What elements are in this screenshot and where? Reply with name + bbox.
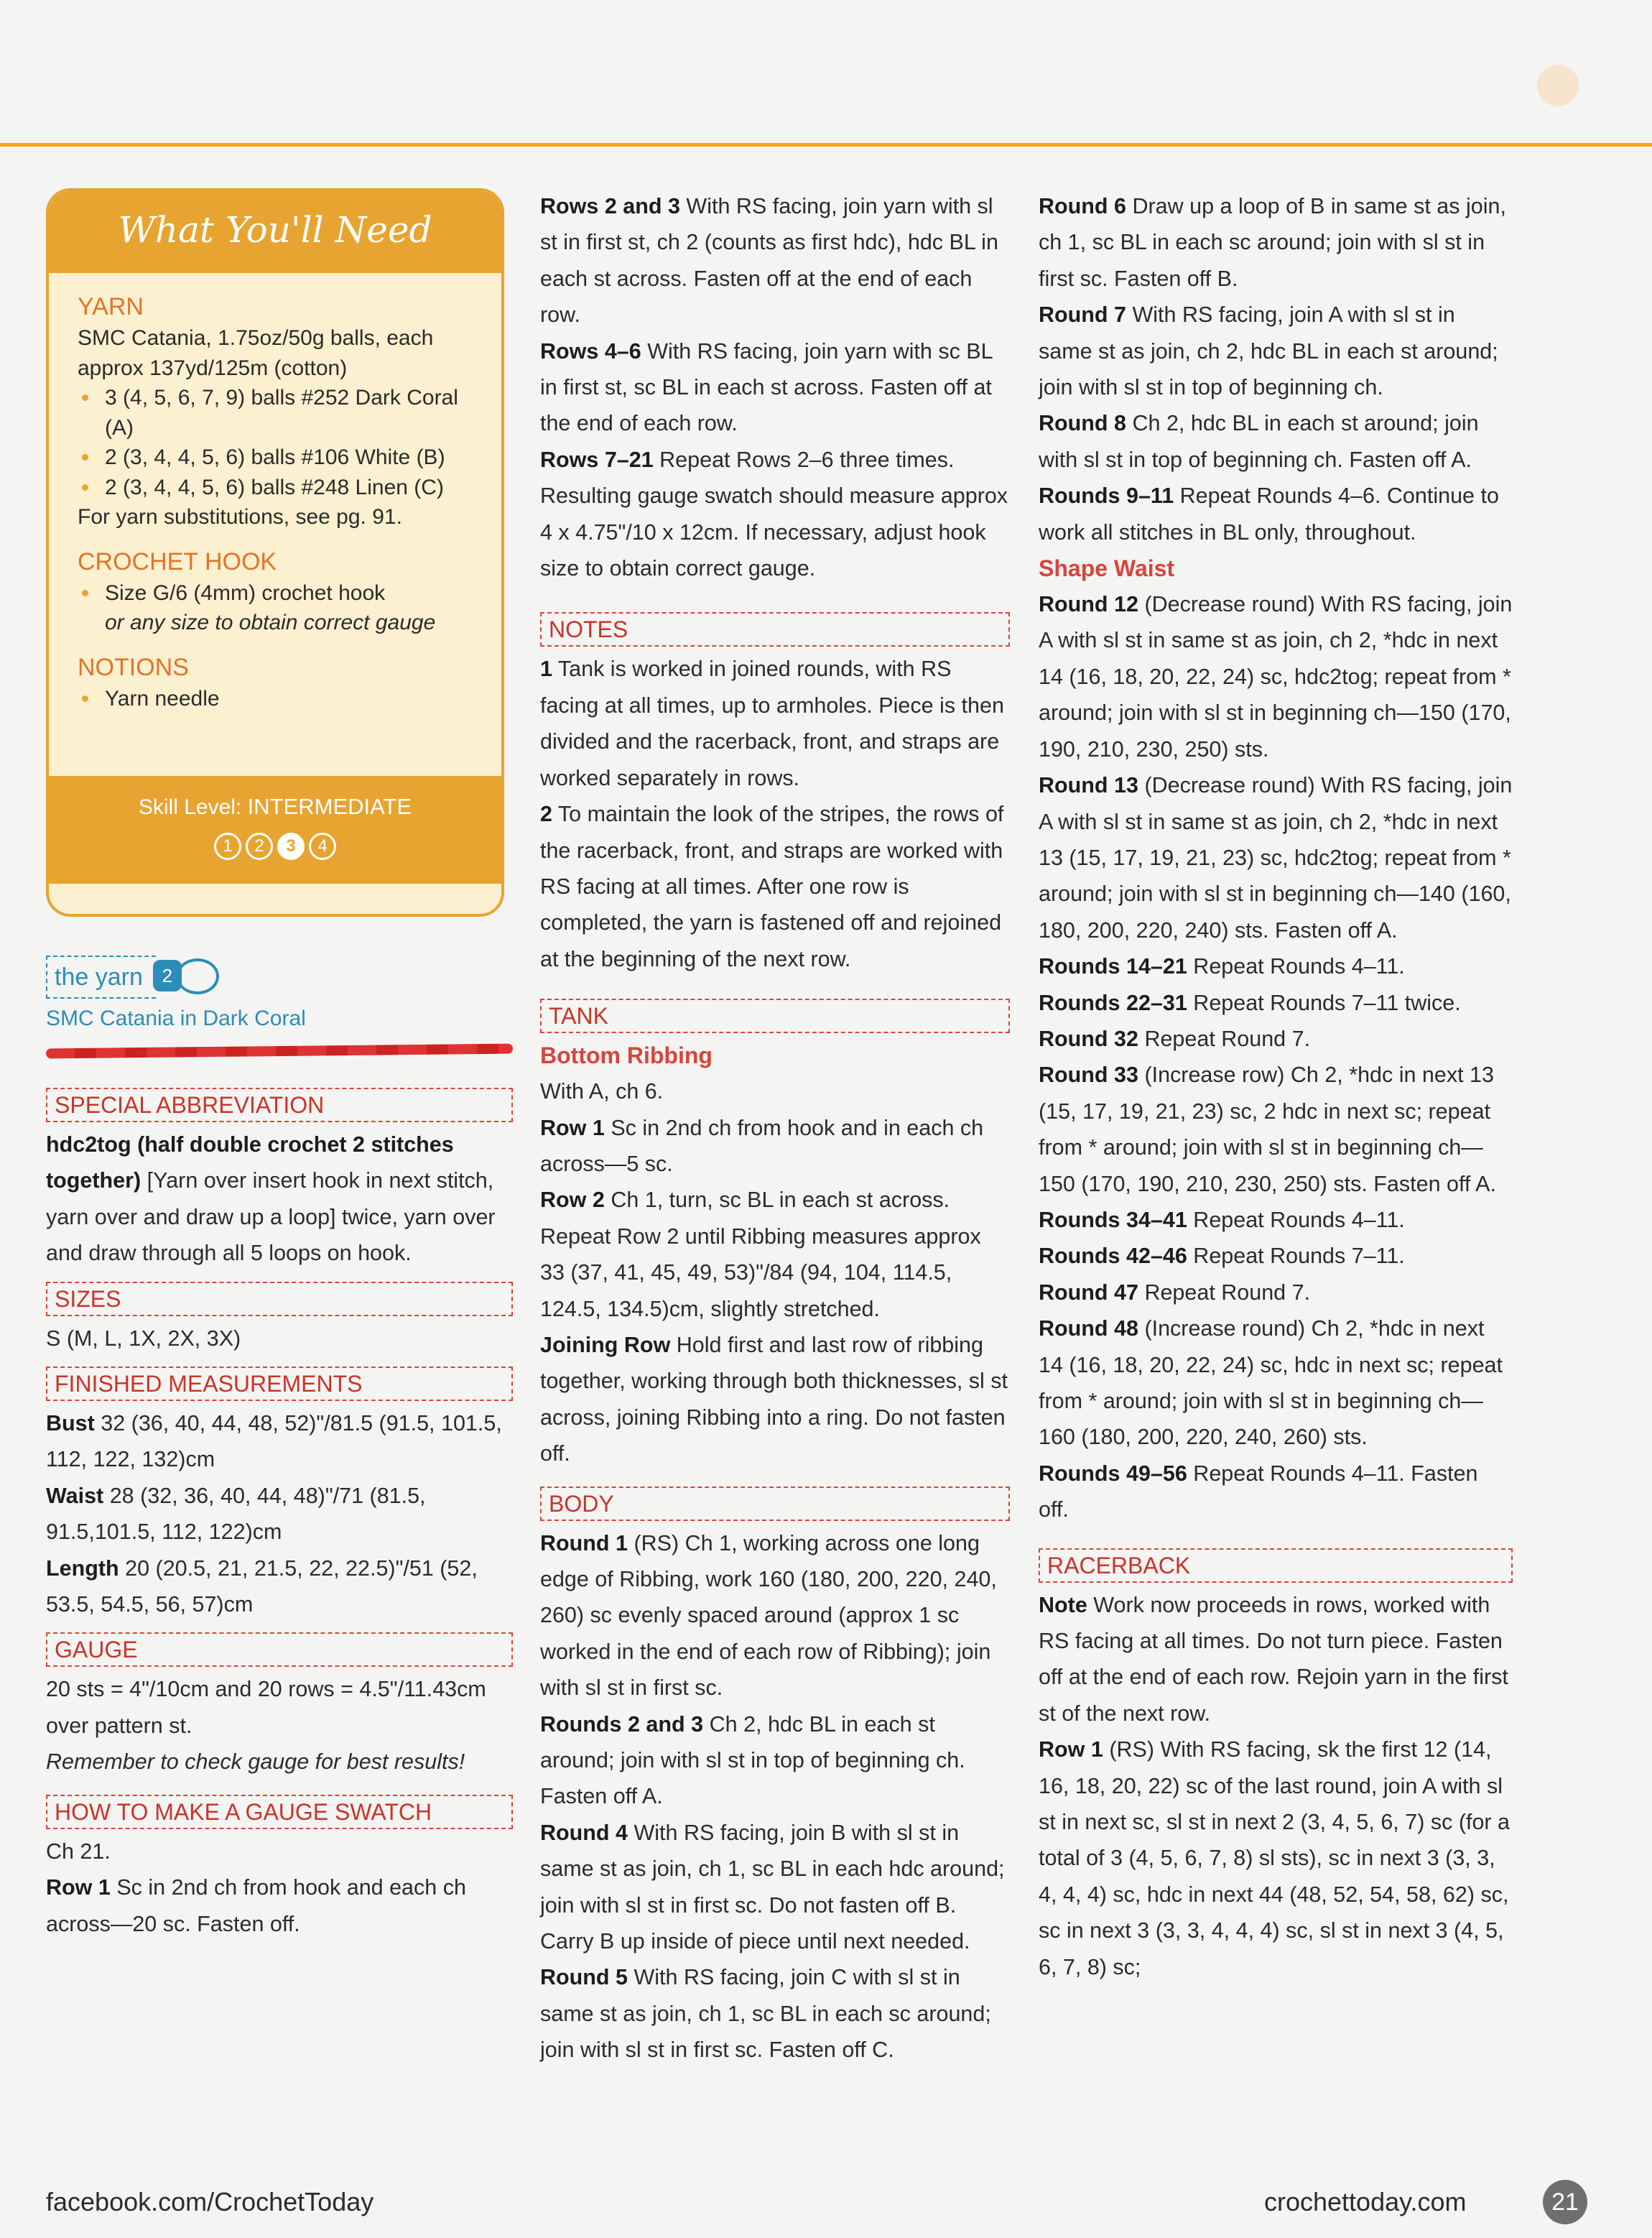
instruction-label: Round 48 (1039, 1316, 1138, 1341)
yarn-name: SMC Catania in Dark Coral (46, 1007, 306, 1030)
skill-circle: 4 (309, 833, 336, 860)
instruction-text: (Decrease round) With RS facing, join A with sl st in same st as join, ch 2, *hdc in next 14 (16, 18, 20, 22, 24) sc, hdc2tog; repeat from * around; join with sl st in beginning ch—150 (170, 190, 210, 230, 250) sts. (1039, 592, 1513, 762)
row-label: Row 1 (46, 1875, 111, 1900)
yarn-description: SMC Catania, 1.75oz/50g balls, each approx 137yd/125m (cotton) (78, 326, 434, 380)
yarn-skein-icon (176, 958, 219, 994)
instruction-text: Repeat Rows 2–6 three times. Resulting gauge swatch should measure approx 4 x 4.75"/10 x 12cm. If necessary, adjust hook size to obtain correct gauge. (540, 447, 1008, 581)
instruction-label: Round 12 (1039, 592, 1138, 617)
instruction (1039, 1202, 1513, 1238)
column-2 (540, 188, 1010, 2068)
header-rule (0, 143, 1652, 147)
note-text: Tank is worked in joined rounds, with RS facing at all times, up to armholes. Piece is then divided and the racerback, front, and straps are worked separately in rows. (540, 657, 1004, 790)
instruction-text: Repeat Rounds 4–6. Continue to work all stitches in BL only, throughout. (1039, 484, 1499, 545)
skill-circle: 2 (246, 833, 273, 860)
instruction (1039, 767, 1513, 948)
instruction-text: With RS facing, join C with sl st in same st as join, ch 1, sc BL in each sc around; join with sl st in first sc. Fasten off C. (540, 1965, 991, 2063)
the-yarn-tag: the yarn (46, 956, 156, 999)
instruction-text: With RS facing, join yarn with sl st in first st, ch 2 (counts as first hdc), hdc BL in each st across. Fasten off at the end of each row. (540, 194, 998, 328)
instruction (1039, 1021, 1513, 1057)
instruction (1039, 1587, 1513, 1732)
skill-circle-active: 3 (277, 833, 305, 860)
instruction-text: (RS) With RS facing, sk the first 12 (14, 16, 18, 20, 22) sc of the last round, join A with sl st in next sc, sl st in next 2 (3, 4, 5, 6, 7) sc (for a total of 3 (4, 5, 6, 7, 8) sl sts), sc in next 3 (3, 3, 4, 4, 4) sc, hdc in next 44 (48, 52, 54, 58, 62) sc, sc in next 3 (3, 3, 4, 4, 4) sc, sl st in next 3 (4, 5, 6, 7, 8) sc; (1039, 1737, 1511, 1979)
row-text: Sc in 2nd ch from hook and each ch across—20 sc. Fasten off. (46, 1875, 466, 1936)
instruction-text: Ch 2, hdc BL in each st around; join with sl st in top of beginning ch. Fasten off A. (540, 1711, 965, 1809)
instruction-label: Rows 4–6 (540, 338, 641, 364)
instruction-label: Rounds 42–46 (1039, 1244, 1187, 1269)
abbreviation (46, 1127, 513, 1272)
instruction-text: Work now proceeds in rows, worked with RS facing at all times. Do not turn piece. Fasten off at the end of each row. Rejoin yarn in the first st of the next row. (1039, 1592, 1508, 1726)
hook-heading: CROCHET HOOK (78, 547, 277, 575)
instruction-label: Round 4 (540, 1820, 628, 1845)
yarn-item: 2 (3, 4, 4, 5, 6) balls #248 Linen (C) (78, 473, 480, 503)
instruction-label: Rounds 34–41 (1039, 1207, 1187, 1232)
instruction (1039, 1310, 1513, 1456)
yarn-item: 2 (3, 4, 4, 5, 6) balls #106 White (B) (78, 443, 480, 473)
instruction-label: Round 47 (1039, 1280, 1138, 1305)
skill-circle: 1 (214, 833, 241, 860)
instruction (540, 1815, 1010, 1960)
gauge-heading: GAUGE (46, 1632, 513, 1667)
instruction (1039, 297, 1513, 405)
instruction-text: Repeat Rounds 7–11 twice. (1193, 990, 1461, 1015)
bust-label: Bust (46, 1411, 95, 1436)
yarn-item: 3 (4, 5, 6, 7, 9) balls #252 Dark Coral (A) (78, 383, 480, 443)
instruction-label: Joining Row (540, 1332, 671, 1357)
instruction-label: Row 2 (540, 1188, 605, 1213)
instruction-label: Round 5 (540, 1965, 628, 1990)
note-text: To maintain the look of the stripes, the rows of the racerback, front, and straps are worked with RS facing at all times. After one row is completed, the yarn is fastened off and rejoined at the beginning of the next row. (540, 802, 1004, 971)
instruction (1039, 188, 1513, 297)
skill-value: INTERMEDIATE (247, 794, 412, 819)
instruction-label: Rounds 14–21 (1039, 954, 1187, 979)
instruction-text: (RS) Ch 1, working across one long edge of Ribbing, work 160 (180, 200, 220, 240, 260) sc evenly spaced around (approx 1 sc worked in the end of each row of Ribbing); join with sl st in first sc. (540, 1530, 997, 1701)
skill-label: Skill Level: (138, 795, 242, 819)
length-value: 20 (20.5, 21, 21.5, 22, 22.5)"/51 (52, 53.5, 54.5, 56, 57)cm (46, 1555, 478, 1617)
instruction (540, 1706, 1010, 1815)
waist-label: Waist (46, 1483, 104, 1508)
yarn-heading: YARN (78, 293, 144, 320)
instruction-label: Rounds 2 and 3 (540, 1711, 704, 1737)
instruction-text: With RS facing, join yarn with sc BL in first st, sc BL in each st across. Fasten off at the end of each row. (540, 338, 993, 436)
skill-level-band (49, 776, 501, 884)
instruction (540, 1182, 1010, 1327)
footer-facebook-link[interactable]: facebook.com/CrochetToday (46, 2187, 374, 2216)
column-1 (46, 188, 513, 1942)
yarn-swatch-image (46, 1044, 513, 1059)
footer-website-link[interactable]: crochettoday.com (1264, 2187, 1467, 2216)
abbreviation-term: hdc2tog (half double crochet 2 stitches together) (46, 1132, 454, 1193)
need-box-title: What You'll Need (49, 191, 501, 273)
instruction-label: Round 13 (1039, 773, 1138, 798)
instruction-text: Repeat Rounds 4–11. (1193, 1207, 1405, 1232)
yarn-substitutions: For yarn substitutions, see pg. 91. (78, 505, 402, 529)
length-label: Length (46, 1555, 119, 1581)
instruction-label: Rounds 49–56 (1039, 1461, 1187, 1486)
body-heading: BODY (540, 1486, 1010, 1521)
instruction (540, 1525, 1010, 1706)
instruction-label: Rows 7–21 (540, 447, 654, 472)
instruction (540, 188, 1010, 333)
instruction (1039, 985, 1513, 1021)
instruction-label: Round 32 (1039, 1026, 1138, 1051)
skill-level-circles (49, 833, 501, 860)
instruction: With A, ch 6. (540, 1079, 664, 1104)
instruction-text: (Decrease round) With RS facing, join A with sl st in same st as join, ch 2, *hdc in next 13 (15, 17, 19, 21, 23) sc, hdc2tog; repeat from * around; join with sl st in beginning ch—140 (160, 180, 200, 220, 240) sts. Fasten off A. (1039, 773, 1513, 943)
instruction (1039, 1057, 1513, 1202)
notions-item: Yarn needle (78, 684, 480, 714)
instruction-text: With RS facing, join A with sl st in same st as join, ch 2, hdc BL in each st around; join with sl st in top of beginning ch. (1039, 302, 1498, 400)
note-1 (540, 651, 1010, 796)
gauge: 20 sts = 4"/10cm and 20 rows = 4.5"/11.43cm over pattern st. (46, 1677, 486, 1738)
note-number: 2 (540, 802, 552, 827)
instruction (1039, 1731, 1513, 1985)
instruction-label: Round 8 (1039, 411, 1126, 436)
instruction-label: Rows 2 and 3 (540, 194, 680, 218)
hook-note: or any size to obtain correct gauge (105, 611, 436, 634)
instruction-text: Repeat Rounds 4–11. Fasten off. (1039, 1461, 1478, 1522)
instruction-text: Sc in 2nd ch from hook and in each ch across—5 sc. (540, 1115, 984, 1176)
special-abbreviation-heading: SPECIAL ABBREVIATION (46, 1088, 513, 1122)
instruction-label: Round 7 (1039, 302, 1126, 328)
instruction-label: Row 1 (540, 1115, 605, 1140)
note-number: 1 (540, 657, 552, 682)
abbreviation-definition: [Yarn over insert hook in next stitch, yarn over and draw up a loop] twice, yarn over and draw through all 5 loops on hook. (46, 1168, 496, 1266)
skill-level (49, 776, 501, 820)
waist-value: 28 (32, 36, 40, 44, 48)"/71 (81.5, 91.5,101.5, 112, 122)cm (46, 1483, 426, 1545)
instruction (540, 1327, 1010, 1472)
instruction-text: Hold first and last row of ribbing together, working through both thicknesses, sl st across, joining Ribbing into a ring. Do not fasten off. (540, 1332, 1008, 1466)
tank-heading: TANK (540, 999, 1010, 1033)
instruction (1039, 1238, 1513, 1274)
notes-heading: NOTES (540, 612, 1010, 647)
gauge-note: Remember to check gauge for best results! (46, 1749, 465, 1775)
instruction-text: With RS facing, join B with sl st in same st as join, ch 1, sc BL in each hdc around; join with sl st in first sc. Do not fasten off B. Carry B up inside of piece until next needed. (540, 1820, 1005, 1954)
bottom-ribbing-heading: Bottom Ribbing (540, 1042, 713, 1069)
instruction-text: Draw up a loop of B in same st as join, ch 1, sc BL in each sc around; join with sl st in first sc. Fasten off B. (1039, 194, 1506, 291)
instruction (1039, 1456, 1513, 1528)
instruction-label: Note (1039, 1592, 1087, 1617)
shape-waist-heading: Shape Waist (1039, 555, 1175, 582)
instruction-text: Repeat Round 7. (1144, 1280, 1311, 1305)
note-2 (540, 796, 1010, 977)
gauge-swatch-heading: HOW TO MAKE A GAUGE SWATCH (46, 1795, 513, 1829)
need-box-body (49, 273, 501, 713)
swatch-chain: Ch 21. (46, 1839, 111, 1864)
instruction (1039, 405, 1513, 478)
finished-measurements-heading: FINISHED MEASUREMENTS (46, 1367, 513, 1401)
instruction-label: Rounds 22–31 (1039, 990, 1187, 1015)
bust (46, 1405, 513, 1478)
notions-heading: NOTIONS (78, 653, 189, 681)
length (46, 1550, 513, 1623)
instruction-text: Repeat Rounds 7–11. (1193, 1244, 1405, 1269)
instruction (540, 1110, 1010, 1183)
instruction-text: Ch 1, turn, sc BL in each st across. Repeat Row 2 until Ribbing measures approx 33 (37, 41, 45, 49, 53)"/84 (94, 104, 114.5, 124.5, 134.5)cm, slightly stretched. (540, 1188, 981, 1321)
instruction (1039, 948, 1513, 984)
yarn-weight-badge: 2 (153, 960, 182, 991)
instruction-label: Round 1 (540, 1530, 628, 1555)
instruction (1039, 478, 1513, 550)
instruction-text: Repeat Round 7. (1144, 1026, 1311, 1051)
instruction-label: Round 6 (1039, 194, 1126, 218)
instruction (1039, 586, 1513, 767)
instruction-label: Round 33 (1039, 1063, 1138, 1088)
instruction (1039, 1275, 1513, 1310)
sizes: S (M, L, 1X, 2X, 3X) (46, 1326, 241, 1351)
hook-item: Size G/6 (4mm) crochet hook (78, 578, 480, 609)
instruction-text: (Increase round) Ch 2, *hdc in next 14 (16, 18, 20, 22, 24) sc, hdc in next sc; repeat from * around; join with sl st in beginning ch—160 (180, 200, 220, 240, 260) sts. (1039, 1316, 1503, 1450)
waist (46, 1478, 513, 1550)
instruction-label: Row 1 (1039, 1737, 1103, 1762)
what-youll-need-box (46, 188, 504, 917)
bust-value: 32 (36, 40, 44, 48, 52)"/81.5 (91.5, 101.5, 112, 122, 132)cm (46, 1411, 502, 1472)
swatch-row-1 (46, 1869, 513, 1942)
the-yarn-label (46, 956, 513, 1003)
decorative-dot (1537, 65, 1579, 106)
sizes-heading: SIZES (46, 1282, 513, 1316)
instruction (540, 1959, 1010, 2068)
instruction-text: Repeat Rounds 4–11. (1193, 954, 1405, 979)
page-number: 21 (1543, 2180, 1587, 2224)
instruction (540, 333, 1010, 442)
instruction-label: Rounds 9–11 (1039, 484, 1174, 509)
racerback-heading: RACERBACK (1039, 1548, 1513, 1583)
instruction-text: Ch 2, hdc BL in each st around; join with sl st in top of beginning ch. Fasten off A. (1039, 411, 1479, 472)
column-3 (1039, 188, 1513, 1985)
instruction (540, 442, 1010, 587)
instruction-text: (Increase row) Ch 2, *hdc in next 13 (15, 17, 19, 21, 23) sc, 2 hdc in next sc; repeat from * around; join with sl st in beginning ch—150 (170, 190, 210, 230, 250) sts. Fasten off A. (1039, 1063, 1496, 1196)
